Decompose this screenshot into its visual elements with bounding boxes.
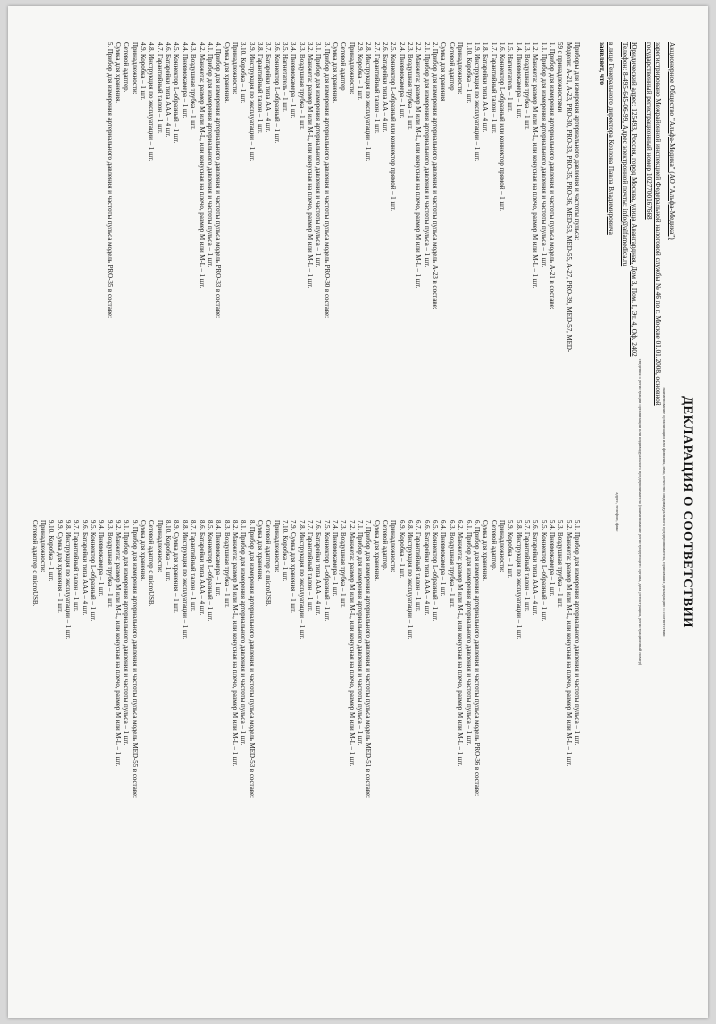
- text-line: Принадлежности:: [130, 42, 138, 95]
- text-line: Сумка для хранения.: [331, 42, 339, 103]
- text-line: Принадлежности:: [456, 42, 464, 95]
- text-line: 8.7. Гарантийный талон – 1 шт.: [189, 520, 197, 612]
- text-line: 7.9. Сумка для хранения – 1 шт.: [289, 520, 297, 613]
- text-line: 7.1. Прибор для измерения артериального давления и частоты пульса – 1 шт.: [356, 520, 364, 746]
- text-line: Сетевой адаптер с microUSB.: [30, 520, 38, 607]
- field-caption: сведения о регистрации организации или индивидуального предпринимателя (наименование регистрирующего органа, дата регистрации, регистрационный номер): [638, 358, 644, 666]
- text-line: 9.3. Воздушная трубка – 1 шт.: [105, 520, 113, 608]
- text-line: 5. Прибор для измерения артериального давления и частоты пульса модель PRO-35 в составе:: [105, 42, 113, 319]
- text-line: 4.5. Коннектор L-образный – 1 шт.: [172, 42, 180, 144]
- text-line: Сумка для хранения.: [114, 42, 122, 103]
- header-line: Телефон: 8-495-645-06-99, Адрес электронной почты: info@alfamedica.ru: [621, 42, 630, 267]
- text-line: 3.10. Коробка – 1 шт.: [239, 42, 247, 104]
- text-line: 4.6. Батарейки типа AAA – 4 шт.: [164, 42, 172, 138]
- text-line: Принадлежности:: [39, 520, 46, 573]
- text-line: 4.8. Инструкция по эксплуатации – 1 шт.: [147, 42, 155, 162]
- text-line: 1.10. Коробка – 1 шт.: [464, 42, 472, 104]
- text-line: 9.1. Прибор для измерения артериального давления и частоты пульса – 1 шт.: [122, 520, 130, 746]
- text-line: 3.9. Инструкция по эксплуатации – 1 шт.: [247, 42, 255, 162]
- text-line: 9.7. Гарантийный талон – 1 шт.: [72, 520, 80, 612]
- text-line: 6.3. Воздушная трубка – 1 шт.: [447, 520, 455, 608]
- text-line: 9.8. Инструкция по эксплуатации – 1 шт.: [64, 520, 72, 640]
- text-line: 1.4. Пневмокамера – 1 шт.: [514, 42, 522, 119]
- text-line: 3.6. Коннектор L-образный – 1 шт.: [272, 42, 280, 144]
- text-line: 7.8. Инструкция по эксплуатации – 1 шт.: [297, 520, 305, 640]
- text-line: 2.3. Воздушная трубка – 1 шт.: [406, 42, 414, 130]
- text-line: Сумка для хранения.: [255, 520, 263, 581]
- text-line: 2.8. Инструкция по эксплуатации – 1 шт.: [364, 42, 372, 162]
- text-line: 7.10. Коробка – 1 шт.: [280, 520, 288, 582]
- text-line: 2.2. Манжета: размер M или M-L, или конусная на плечо, размер M или M-L – 1 шт.: [414, 42, 422, 289]
- header-line: в лице Генерального директора Козлова Павла Владимировича: [606, 42, 615, 235]
- text-line: 9.2. Манжета: размер M или M-L, или конусная на плечо, размер M или M-L – 1 шт.: [114, 520, 122, 767]
- header-line: Юридический адрес: 125493, Россия, город Москва, улица Авангардная, Дом 3, Пом. I, Эт. 4, Оф. 2402: [630, 42, 639, 357]
- text-line: 9.9. Сумка для хранения – 1 шт.: [55, 520, 63, 613]
- text-line: 8.4. Пневмокамера – 1 шт.: [214, 520, 222, 597]
- text-line: 4.9. Коробка – 1 шт.: [139, 42, 147, 101]
- text-line: 6.4. Пневмокамера – 1 шт.: [439, 520, 447, 597]
- text-line: 8.3. Воздушная трубка – 1 шт.: [222, 520, 230, 608]
- text-line: 5.8. Инструкция по эксплуатации – 1 шт.: [514, 520, 522, 640]
- text-line: 5.3. Воздушная трубка – 1 шт.: [556, 520, 564, 608]
- text-line: 8.6. Батарейки типа AAA – 4 шт.: [197, 520, 205, 616]
- text-line: 7. Прибор для измерения артериального давления и частоты пульса модель MED-51 в составе:: [364, 520, 372, 798]
- text-line: 7.3. Воздушная трубка – 1 шт.: [339, 520, 347, 608]
- text-line: 7.5. Коннектор L-образный – 1 шт.: [322, 520, 330, 622]
- text-line: 9.4. Пневмокамера – 1 шт.: [97, 520, 105, 597]
- text-line: Модели: A-21, A-23, PRO-30, PRO-33, PRO-35, PRO-36, MED-53, MED-55, A-27, PRO-39, MED-57, MED-: [564, 42, 572, 353]
- text-line: 1. Прибор для измерения артериального давления и частоты пульса модель A-21 в составе:: [547, 42, 555, 310]
- text-line: 2.4. Пневмокамера – 1 шт.: [397, 42, 405, 119]
- text-line: 3.4. Пневмокамера – 1 шт.: [289, 42, 297, 119]
- text-line: 4.2. Манжета: размер M или M-L, или конусная на плечо, размер M или M-L – 1 шт.: [197, 42, 205, 289]
- text-line: 5.7. Гарантийный талон – 1 шт.: [522, 520, 530, 612]
- text-line: 9.6. Батарейки типа AAA – 4 шт.: [80, 520, 88, 616]
- text-line: 1.3. Воздушная трубка – 1 шт.: [522, 42, 530, 130]
- text-line: Сетевой адаптер.: [122, 42, 130, 93]
- text-line: Сетевой адаптер.: [489, 520, 497, 571]
- text-line: 3.5. Нагнетатель – 1 шт.: [280, 42, 288, 112]
- text-line: Сетевой адаптер с microUSB.: [147, 520, 155, 607]
- text-line: 2.5. Коннектор L-образный или коннектор прямой – 1 шт.: [389, 42, 397, 211]
- text-line: 1.1. Прибор для измерения артериального давления и частоты пульса – 1 шт.: [539, 42, 547, 268]
- text-line: Сетевой адаптер: [339, 42, 347, 91]
- text-line: Сетевой адаптер с microUSB.: [264, 520, 272, 607]
- text-line: 3.1. Прибор для измерения артериального давления и частоты пульса – 1 шт.: [314, 42, 322, 268]
- text-line: 1.5. Нагнетатель – 1 шт.: [506, 42, 514, 112]
- header-line: зарегистрировано Межрайонной инспекцией Федеральной налоговой службы № 46 по г. Москве 01.01.2008, основной: [653, 42, 662, 406]
- text-line: 1.8. Батарейки типа AA – 4 шт.: [481, 42, 489, 133]
- text-line: Сумка для хранения: [439, 42, 447, 102]
- text-line: 3. Прибор для измерения артериального давления и частоты пульса модель PRO-30 в составе:: [322, 42, 330, 319]
- text-line: 6.5. Коннектор L-образный – 1 шт.: [431, 520, 439, 622]
- text-line: 7.7. Гарантийный талон – 1 шт.: [306, 520, 313, 612]
- text-line: Сетевой адаптер.: [381, 520, 389, 571]
- text-line: 3.7. Батарейки типа AA – 4 шт.: [264, 42, 272, 133]
- text-line: Принадлежности:: [272, 520, 280, 573]
- text-line: 7.6. Батарейки типа AAA – 4 шт.: [314, 520, 322, 616]
- text-line: 5.5. Коннектор L-образный – 1 шт.: [539, 520, 547, 622]
- text-line: 6.9. Коробка – 1 шт.: [397, 520, 405, 579]
- text-line: Принадлежности:: [389, 520, 397, 573]
- text-line: Сетевой адаптер: [447, 42, 455, 91]
- right-column: [20, 520, 580, 980]
- left-column: [20, 42, 580, 502]
- text-line: 7.4. Пневмокамера – 1 шт.: [331, 520, 339, 597]
- text-line: 3.8. Гарантийный талон – 1 шт.: [255, 42, 263, 134]
- text-line: 6.7. Гарантийный талон – 1 шт.: [414, 520, 422, 612]
- text-line: 9.5. Коннектор L-образный – 1 шт.: [89, 520, 97, 622]
- text-line: 8.10. Коробка – 1 шт.: [164, 520, 172, 582]
- text-line: 3.3. Воздушная трубка – 1 шт.: [297, 42, 305, 130]
- document-title: ДЕКЛАРАЦИЯ О СООТВЕТСТВИИ: [681, 396, 696, 628]
- text-line: 59 с принадлежностями: [556, 42, 564, 113]
- text-line: 5.6. Батарейки типа AAA – 4 шт.: [531, 520, 539, 616]
- text-line: 6. Прибор для измерения артериального давления и частоты пульса модель PRO-36 в составе:: [472, 520, 480, 797]
- text-line: Принадлежности:: [155, 520, 163, 573]
- text-line: 9.10. Коробка – 1 шт.: [47, 520, 55, 582]
- text-line: Принадлежности:: [347, 42, 355, 95]
- text-line: 6.1. Прибор для измерения артериального давления и частоты пульса – 1 шт.: [464, 520, 472, 746]
- text-line: 2. Прибор для измерения артериального давления и частоты пульса модель A-23 в составе:: [431, 42, 439, 310]
- text-line: Принадлежности:: [497, 520, 505, 573]
- text-line: 5.1. Прибор для измерения артериального давления и частоты пульса – 1 шт.: [573, 520, 580, 746]
- text-line: 5.9. Коробка – 1 шт.: [506, 520, 514, 579]
- declaration-header: [597, 42, 696, 982]
- text-line: 8. Прибор для измерения артериального давления и частоты пульса модель MED-53 в составе:: [247, 520, 255, 798]
- text-line: 3.2. Манжета: размер M или M-L, или конусная на плечо, размер M или M-L – 1 шт.: [306, 42, 313, 289]
- text-line: 1.2. Манжета: размер M или M-L, или конусная на плечо, размер M или M-L – 1 шт.: [531, 42, 539, 289]
- text-line: Принадлежности:: [230, 42, 238, 95]
- text-line: 4.3. Воздушная трубка – 1 шт.: [189, 42, 197, 130]
- text-line: 2.7. Гарантийный талон – 1 шт.: [372, 42, 380, 134]
- text-line: 8.9. Сумка для хранения – 1 шт.: [172, 520, 180, 613]
- header-line: государственный регистрационный номер 1027700167668: [644, 42, 653, 220]
- text-line: 4.1. Прибор для измерения артериального давления и частоты пульса – 1 шт.: [205, 42, 213, 268]
- text-line: 4.4. Пневмокамера – 1 шт.: [180, 42, 188, 119]
- text-line: 2.1. Прибор для измерения артериального давления и частоты пульса – 1 шт.: [422, 42, 430, 268]
- text-line: 6.2. Манжета: размер M или M-L, или конусная на плечо, размер M или M-L – 1 шт.: [456, 520, 464, 767]
- text-line: 5.2. Манжета: размер M или M-L, или конусная на плечо, размер M или M-L – 1 шт.: [564, 520, 572, 767]
- text-line: 9. Прибор для измерения артериального давления и частоты пульса модель MED-55 в составе:: [130, 520, 138, 798]
- text-line: 8.8. Инструкция по эксплуатации – 1 шт.: [180, 520, 188, 640]
- text-line: 8.5. Коннектор L-образный – 1 шт.: [205, 520, 213, 622]
- header-line: заявляет, что: [597, 42, 606, 85]
- text-line: Сумка для хранения.: [139, 520, 147, 581]
- text-line: 1.9. Инструкция по эксплуатации – 1 шт.: [472, 42, 480, 162]
- text-line: 4.7. Гарантийный талон – 1 шт.: [155, 42, 163, 134]
- text-line: 6.8. Инструкция по эксплуатации – 1 шт.: [406, 520, 414, 640]
- text-line: 7.2. Манжета: размер M или M-L, или конусная на плечо, размер M или M-L – 1 шт.: [347, 520, 355, 767]
- text-line: 1.7. Гарантийный талон – 1 шт.: [489, 42, 497, 134]
- text-line: 8.2. Манжета: размер M или M-L, или конусная на плечо, размер M или M-L – 1 шт.: [230, 520, 238, 767]
- text-line: 2.9. Коробка – 1 шт.: [356, 42, 364, 101]
- text-line: 2.6. Батарейки типа AA – 4 шт.: [381, 42, 389, 133]
- text-line: 8.1. Прибор для измерения артериального давления и частоты пульса – 1 шт.: [239, 520, 247, 746]
- text-line: 6.6. Батарейки типа AAA – 4 шт.: [422, 520, 430, 616]
- text-line: Сумка для хранения.: [222, 42, 230, 103]
- text-line: 1.6. Коннектор L-образный или коннектор прямой – 1 шт.: [497, 42, 505, 211]
- field-caption: наименование организации или фамилия, имя, отчество индивидуального предпринимателя, принявших декларацию о соответствии: [661, 387, 667, 637]
- field-caption: адрес, телефон, факс: [614, 492, 620, 532]
- text-line: 4. Прибор для измерения артериального давления и частоты пульса модель PRO-33 в составе:: [214, 42, 222, 319]
- text-line: Приборы для измерения артериального давления и частоты пульса:: [573, 42, 580, 241]
- header-line: Акционерное Общество "Альфа-Медика" (АО "Альфа-Медика"): [668, 42, 676, 240]
- body-columns: [20, 42, 580, 982]
- text-line: Сумка для хранения.: [481, 520, 489, 581]
- rotated-page-content: [14, 12, 702, 1012]
- header-lines: [597, 42, 676, 982]
- document-page: [8, 6, 708, 1018]
- text-line: Сумка для хранения.: [372, 520, 380, 581]
- text-line: 5.4. Пневмокамера – 1 шт.: [547, 520, 555, 597]
